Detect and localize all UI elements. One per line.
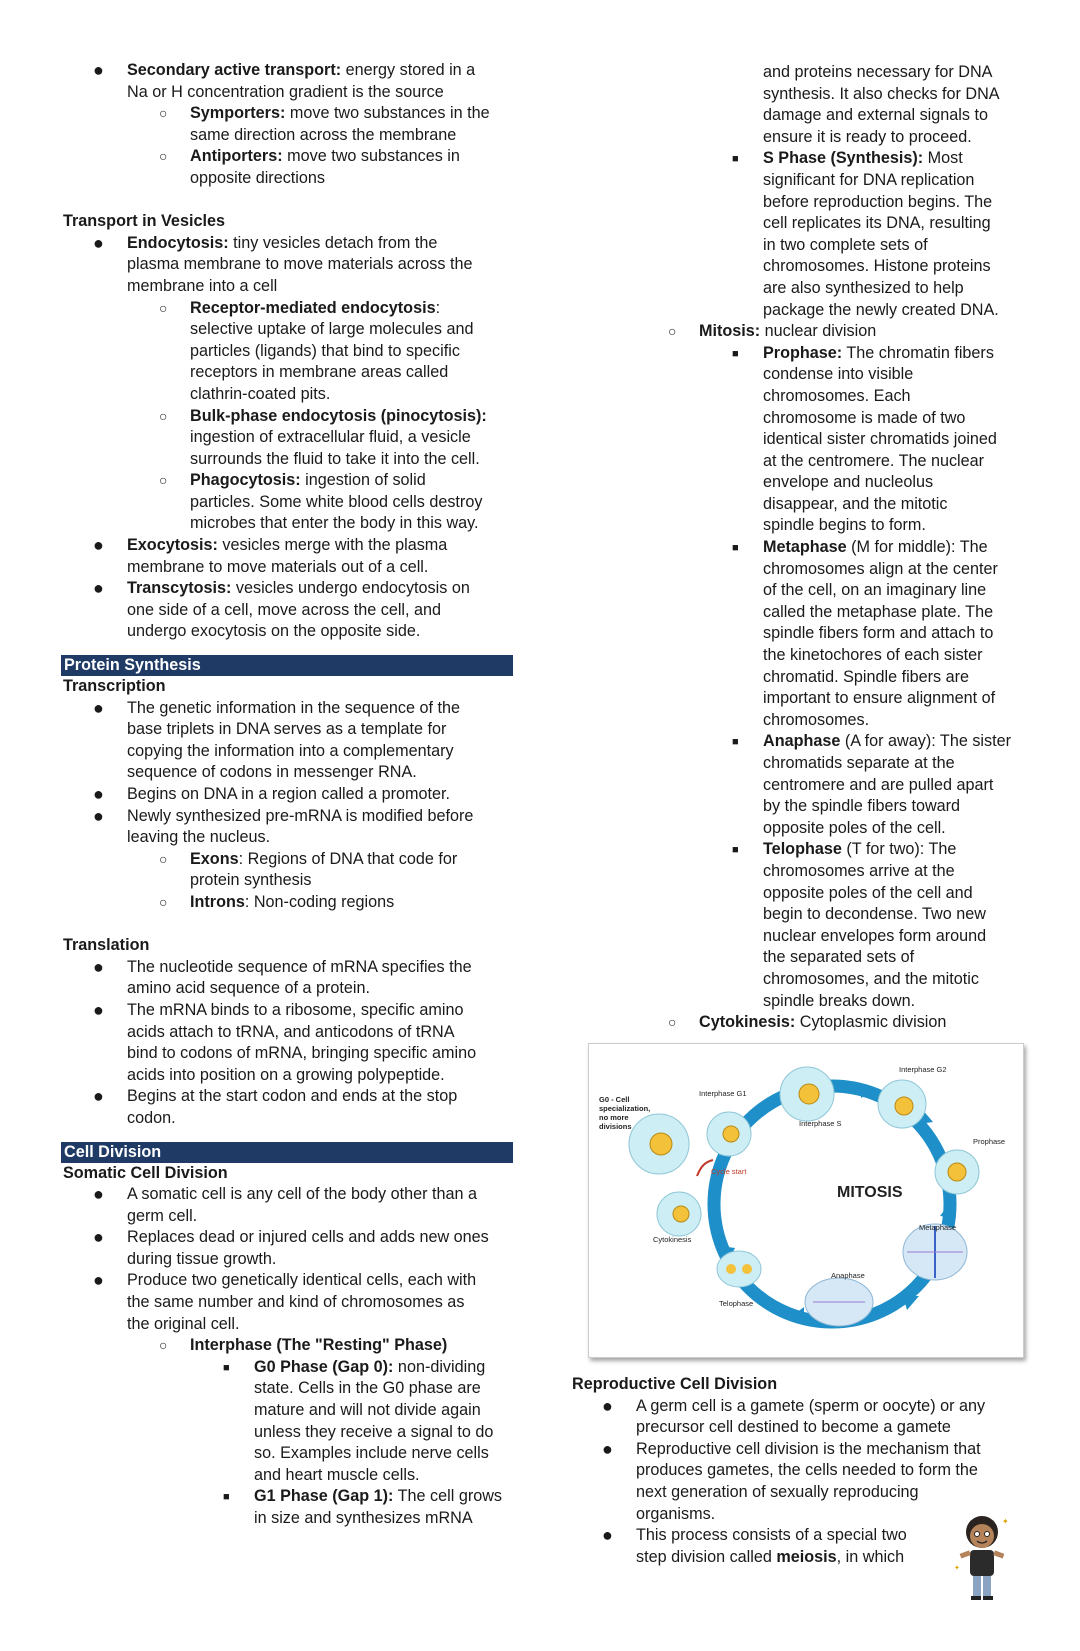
mitosis-diagram bbox=[588, 1043, 1024, 1358]
svg-text:✦: ✦ bbox=[1002, 1517, 1009, 1526]
cell-g1 bbox=[707, 1112, 751, 1156]
list-item: ● Produce two genetically identical cells, each with the same number and kind of chromosomes as the original cell. bbox=[93, 1270, 477, 1333]
list-item: ● Transcytosis: vesicles undergo endocytosis on one side of a cell, move across the cell, and undergo exocytosis on the opposite side. bbox=[93, 578, 470, 641]
label-metaphase: Metaphase bbox=[919, 1223, 957, 1232]
circle-bullet-icon: ○ bbox=[159, 148, 168, 165]
mitosis-cycle-svg bbox=[589, 1044, 1023, 1357]
list-item: ● The mRNA binds to a ribosome, specific amino acids attach to tRNA, and anticodons of tRNA bind to codons of mRNA, bringing specific amino acids into position on a growing polypeptide. bbox=[93, 999, 477, 1084]
list-item: ○ Exons: Regions of DNA that code for protein synthesis bbox=[159, 849, 458, 890]
svg-text:✦: ✦ bbox=[954, 1564, 960, 1572]
bullet-icon: ● bbox=[93, 956, 104, 977]
subsection-heading: Transcription bbox=[63, 677, 166, 696]
bullet-icon: ● bbox=[93, 805, 104, 826]
cell-telophase bbox=[717, 1251, 761, 1287]
square-bullet-icon: ■ bbox=[732, 736, 739, 749]
section-heading: Transport in Vesicles bbox=[63, 212, 225, 231]
circle-bullet-icon: ○ bbox=[159, 407, 168, 424]
list-item: ● Exocytosis: vesicles merge with the plasma membrane to move materials out of a cell. bbox=[93, 535, 448, 576]
circle-bullet-icon: ○ bbox=[159, 105, 168, 122]
list-item: ● This process consists of a special two step division called meiosis, in which bbox=[602, 1525, 907, 1566]
list-item: ■ Telophase (T for two): The chromosomes arrive at the opposite poles of the cell and begin to decondense. Two new nuclear envelopes form around the separated sets of chromosomes, and the mitotic spindle breaks down. bbox=[732, 840, 987, 1010]
square-bullet-icon: ■ bbox=[732, 347, 739, 360]
subsection-heading: Reproductive Cell Division bbox=[572, 1375, 778, 1393]
list-item: ● Begins at the start codon and ends at the stop codon. bbox=[93, 1086, 458, 1127]
list-item: ○ Phagocytosis: ingestion of solid particles. Some white blood cells destroy microbes that enter the body in this way. bbox=[159, 471, 483, 533]
subsection-heading: Translation bbox=[63, 936, 150, 955]
circle-bullet-icon: ○ bbox=[159, 893, 168, 910]
bullet-icon: ● bbox=[93, 1086, 104, 1107]
cell-cytokinesis bbox=[657, 1192, 701, 1236]
section-bar-cell-division: Cell Division bbox=[61, 1142, 513, 1163]
square-bullet-icon: ■ bbox=[732, 542, 739, 555]
mascot-icon bbox=[952, 1512, 1012, 1604]
cell-g0 bbox=[629, 1114, 689, 1174]
list-item: ○ Antiporters: move two substances in opposite directions bbox=[159, 147, 460, 187]
list-item: ■ G0 Phase (Gap 0): non-dividing state. Cells in the G0 phase are mature and will not divide again unless they receive a signal to do so. Examples include nerve cells and heart muscle cells. bbox=[223, 1357, 494, 1484]
label-cycle-start: Cycle start bbox=[711, 1167, 747, 1176]
bullet-icon: ● bbox=[93, 1184, 104, 1205]
bullet-icon: ● bbox=[602, 1438, 613, 1459]
circle-bullet-icon: ○ bbox=[159, 850, 168, 867]
label-telophase: Telophase bbox=[719, 1299, 754, 1308]
label-g0-line2: specialization, bbox=[599, 1104, 651, 1113]
circle-bullet-icon: ○ bbox=[668, 1014, 677, 1031]
list-item-continued: and proteins necessary for DNA synthesis. It also checks for DNA damage and external signals to ensure it is ready to proceed. bbox=[763, 63, 1000, 146]
list-item: ● Begins on DNA in a region called a promoter. bbox=[93, 784, 451, 804]
bullet-icon: ● bbox=[93, 578, 104, 599]
list-item: ○ Cytokinesis: Cytoplasmic division bbox=[572, 1012, 1032, 1034]
list-item: ○ Introns: Non-coding regions bbox=[63, 892, 523, 914]
cell-prophase bbox=[935, 1150, 979, 1194]
list-item: ■ Prophase: The chromatin fibers condense into visible chromosomes. Each chromosome is made of two identical sister chromatids joined at the centromere. The nuclear envelope and nucleolus disappear, and the mitotic spindle begins to form. bbox=[732, 343, 997, 535]
label-interphase-g1: Interphase G1 bbox=[699, 1089, 747, 1098]
label-g0-line3: no more bbox=[599, 1113, 629, 1122]
circle-bullet-icon: ○ bbox=[159, 472, 168, 489]
bullet-icon: ● bbox=[93, 535, 104, 556]
list-item: ● Endocytosis: tiny vesicles detach from the plasma membrane to move materials across the membrane into a cell bbox=[93, 232, 473, 295]
subsection-heading: Somatic Cell Division bbox=[63, 1163, 228, 1182]
section-bar-protein-synthesis: Protein Synthesis bbox=[61, 655, 513, 676]
list-item: ● A germ cell is a gamete (sperm or oocyte) or any precursor cell destined to become a gamete bbox=[602, 1395, 986, 1437]
label-interphase-g2: Interphase G2 bbox=[899, 1065, 947, 1074]
list-item: ● Reproductive cell division is the mechanism that produces gametes, the cells needed to form the next generation of sexually reproducing organisms. bbox=[602, 1438, 981, 1523]
bullet-icon: ● bbox=[602, 1395, 613, 1416]
circle-bullet-icon: ○ bbox=[159, 1337, 168, 1354]
square-bullet-icon: ■ bbox=[732, 844, 739, 857]
list-item: ● The genetic information in the sequence of the base triplets in DNA serves as a template for copying the information into a complementary sequence of codons in messenger RNA. bbox=[93, 697, 460, 782]
diagram-title: MITOSIS bbox=[837, 1184, 903, 1201]
cell-metaphase bbox=[903, 1224, 967, 1280]
label-prophase: Prophase bbox=[973, 1137, 1006, 1146]
list-item: ● The nucleotide sequence of mRNA specifies the amino acid sequence of a protein. bbox=[93, 956, 472, 998]
cell-g2 bbox=[878, 1080, 926, 1128]
right-column bbox=[572, 62, 1032, 1034]
list-item: ○ Symporters: move two substances in the same direction across the membrane bbox=[159, 104, 490, 144]
list-item: ○ Receptor-mediated endocytosis: selective uptake of large molecules and particles (ligands) that bind to specific receptors in membrane areas called clathrin-coated pits. bbox=[159, 298, 474, 403]
list-item: ■ Metaphase (M for middle): The chromosomes align at the center of the cell, on an imaginary line called the metaphase plate. The spindle fibers form and attach to the kinetochores of each sister chromatid. Spindle fibers are important to ensure alignment of chromosomes. bbox=[732, 538, 998, 729]
list-item: ○ Bulk-phase endocytosis (pinocytosis): ingestion of extracellular fluid, a vesicle surrounds the fluid to take it into the cell. bbox=[159, 406, 487, 468]
label-interphase-s: Interphase S bbox=[799, 1119, 842, 1128]
left-column bbox=[63, 60, 523, 1530]
label-g0-line1: G0 - Cell bbox=[599, 1095, 630, 1104]
cell-s bbox=[780, 1067, 834, 1121]
list-item: ● A somatic cell is any cell of the body other than a germ cell. bbox=[93, 1184, 478, 1225]
bullet-icon: ● bbox=[93, 784, 104, 804]
cell-anaphase bbox=[805, 1278, 873, 1326]
label-anaphase: Anaphase bbox=[831, 1271, 865, 1280]
bullet-icon: ● bbox=[93, 232, 104, 253]
list-item: ■ G1 Phase (Gap 1): The cell grows in size and synthesizes mRNA bbox=[223, 1487, 502, 1527]
bullet-icon: ● bbox=[602, 1525, 613, 1546]
square-bullet-icon: ■ bbox=[223, 1361, 230, 1374]
bullet-icon: ● bbox=[93, 1270, 104, 1291]
list-item: ● Newly synthesized pre-mRNA is modified before leaving the nucleus. bbox=[93, 805, 474, 847]
label-cytokinesis: Cytokinesis bbox=[653, 1235, 692, 1244]
list-item: ● Replaces dead or injured cells and adds new ones during tissue growth. bbox=[93, 1227, 489, 1268]
list-item: ○ Interphase (The "Resting" Phase) bbox=[63, 1335, 523, 1357]
list-item: ○ Mitosis: nuclear division bbox=[572, 321, 1032, 343]
square-bullet-icon: ■ bbox=[223, 1491, 230, 1504]
bullet-icon: ● bbox=[93, 697, 104, 718]
list-item: ■ S Phase (Synthesis): Most significant for DNA replication before reproduction begins. The cell replicates its DNA, resulting in two complete sets of chromosomes. Histone proteins are also synthesized to help package the newly created DNA. bbox=[732, 149, 999, 319]
bullet-icon: ● bbox=[93, 1227, 104, 1248]
label-g0-line4: divisions bbox=[599, 1122, 632, 1131]
square-bullet-icon: ■ bbox=[732, 153, 739, 166]
list-item: ■ Anaphase (A for away): The sister chromatids separate at the centromere and are pulled apart by the spindle fibers toward opposite poles of the cell. bbox=[732, 732, 1011, 837]
list-item: ● Secondary active transport: energy stored in a Na or H concentration gradient is the source bbox=[93, 60, 476, 101]
circle-bullet-icon: ○ bbox=[668, 323, 677, 340]
bullet-icon: ● bbox=[93, 999, 104, 1020]
circle-bullet-icon: ○ bbox=[159, 299, 168, 316]
bullet-icon: ● bbox=[93, 60, 104, 80]
